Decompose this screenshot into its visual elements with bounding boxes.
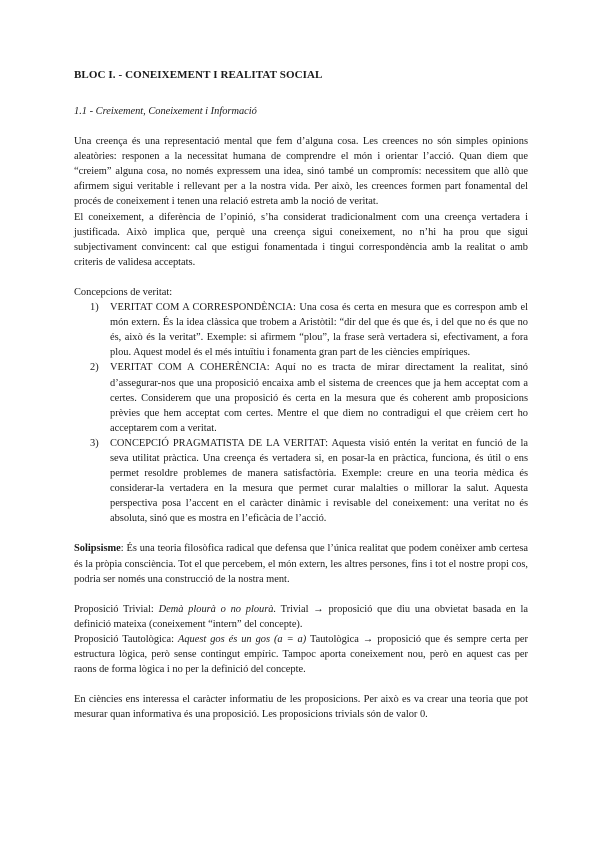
list-item-number: 1) bbox=[90, 302, 99, 314]
paragraph-coneixement: El coneixement, a diferència de l’opinió, s’ha considerat tradicionalment com una creença vertadera i justificada. Això implica que, perquè una creença sigui coneixement, no n’hi ha prou que sigui subjectivament convincent: cal que estigui fonamentada i tingui correspondència amb la realitat o amb criteris de validesa acceptats. bbox=[74, 211, 528, 268]
paragraph-informativitat: En ciències ens interessa el caràcter informatiu de les proposicions. Per això es va crear una teoria que pot mesurar quan informativa és una proposició. Les proposicions trivials són de valor 0. bbox=[74, 694, 528, 721]
list-item-text: VERITAT COM A COHERÈNCIA: Aquí no es tracta de mirar directament la realitat, sinó d’assegurar-nos que una proposició encaixa amb el sistema de creences que ja hem acceptat com a certes. Considerem que una proposició és certa en la mesura que és coherent amb proposicions prèvies que hem acceptat com certes. Mentre el que diem no contradigui el que crèiem cert ho acceptarem com a veritat. bbox=[110, 362, 528, 434]
tautologica-definition: Tautològica → proposició que és sempre certa per estructura lògica, però sense contingut empíric. Tampoc aporta coneixement nou, però en aquest cas per raons de forma lògica i no per la definició del concepte. bbox=[74, 633, 528, 676]
trivial-definition: Trivial → proposició que diu una obvietat basada en la definició mateixa (coneixement “intern” del concepte). bbox=[74, 603, 528, 630]
list-item bbox=[90, 436, 528, 527]
solipsisme-term: Solipsisme bbox=[74, 543, 121, 555]
trivial-example: Demà plourà o no plourà. bbox=[158, 603, 277, 615]
list-item-text: CONCEPCIÓ PRAGMATISTA DE LA VERITAT: Aquesta visió entén la veritat en funció de la seva utilitat pràctica. Una creença és vertadera si, en posar-la en pràctica, funciona, és útil o ens permet resoldre problemes de manera satisfactòria. Exemple: creure en una teoria mèdica és considerar-la vertadera en la mesura que permet curar malalties o millorar la salut. Aquesta perspectiva posa l’accent en el caràcter dinàmic i revisable del coneixement: una veritat no és absoluta, sinó que es mostra en l’eficàcia de l’acció. bbox=[110, 437, 528, 525]
tautologica-label: Proposició Tautològica: bbox=[74, 633, 178, 645]
list-item bbox=[90, 300, 528, 360]
tautologica-example: Aquest gos és un gos (a = a) bbox=[177, 633, 307, 645]
solipsisme-definition: : És una teoria filosòfica radical que defensa que l’única realitat que podem conèixer amb certesa és la pròpia consciència. Tot el que percebem, el món extern, les altres persones, fins i tot el nostre propi cos, podria ser només una construcció de la nostra ment. bbox=[74, 543, 528, 585]
paragraph-trivial bbox=[74, 602, 528, 632]
concepcions-list bbox=[74, 300, 528, 526]
paragraph-tautologica bbox=[74, 632, 528, 677]
paragraph-creences: Una creença és una representació mental que fem d’alguna cosa. Les creences no són simples opinions aleatòries: responen a la necessitat humana de comprendre el món i orientar l’acció. Quan diem que “creiem” alguna cosa, no només expressem una idea, sinó també un compromís: necessitem que allò que afirmem sigui veritable i rellevant per a la nostra vida. Per això, les creences formen part fonamental del procés de coneixement i tenen una relació estreta amb la noció de veritat. bbox=[74, 136, 528, 208]
list-item-text: VERITAT COM A CORRESPONDÈNCIA: Una cosa és certa en mesura que es correspon amb el món extern. És la idea clàssica que trobem a Aristòtil: “dir del que és que és, i del que no és que no és, això és la veritat”. Exemple: si afirmem “plou”, la frase serà vertadera si, efectivament, a fora plou. Aquest model és el més intuïtiu i fonamenta gran part de les ciències empíriques. bbox=[110, 302, 528, 359]
page-title: BLOC I. - CONEIXEMENT I REALITAT SOCIAL bbox=[74, 69, 323, 81]
concepcions-label: Concepcions de veritat: bbox=[74, 286, 173, 298]
list-item bbox=[90, 360, 528, 435]
paragraph-solipsisme bbox=[74, 541, 528, 586]
list-item-number: 2) bbox=[90, 362, 99, 374]
trivial-label: Proposició Trivial: bbox=[74, 603, 159, 615]
list-item-number: 3) bbox=[90, 437, 99, 449]
section-subtitle: 1.1 - Creixement, Coneixement i Informació bbox=[74, 106, 257, 117]
